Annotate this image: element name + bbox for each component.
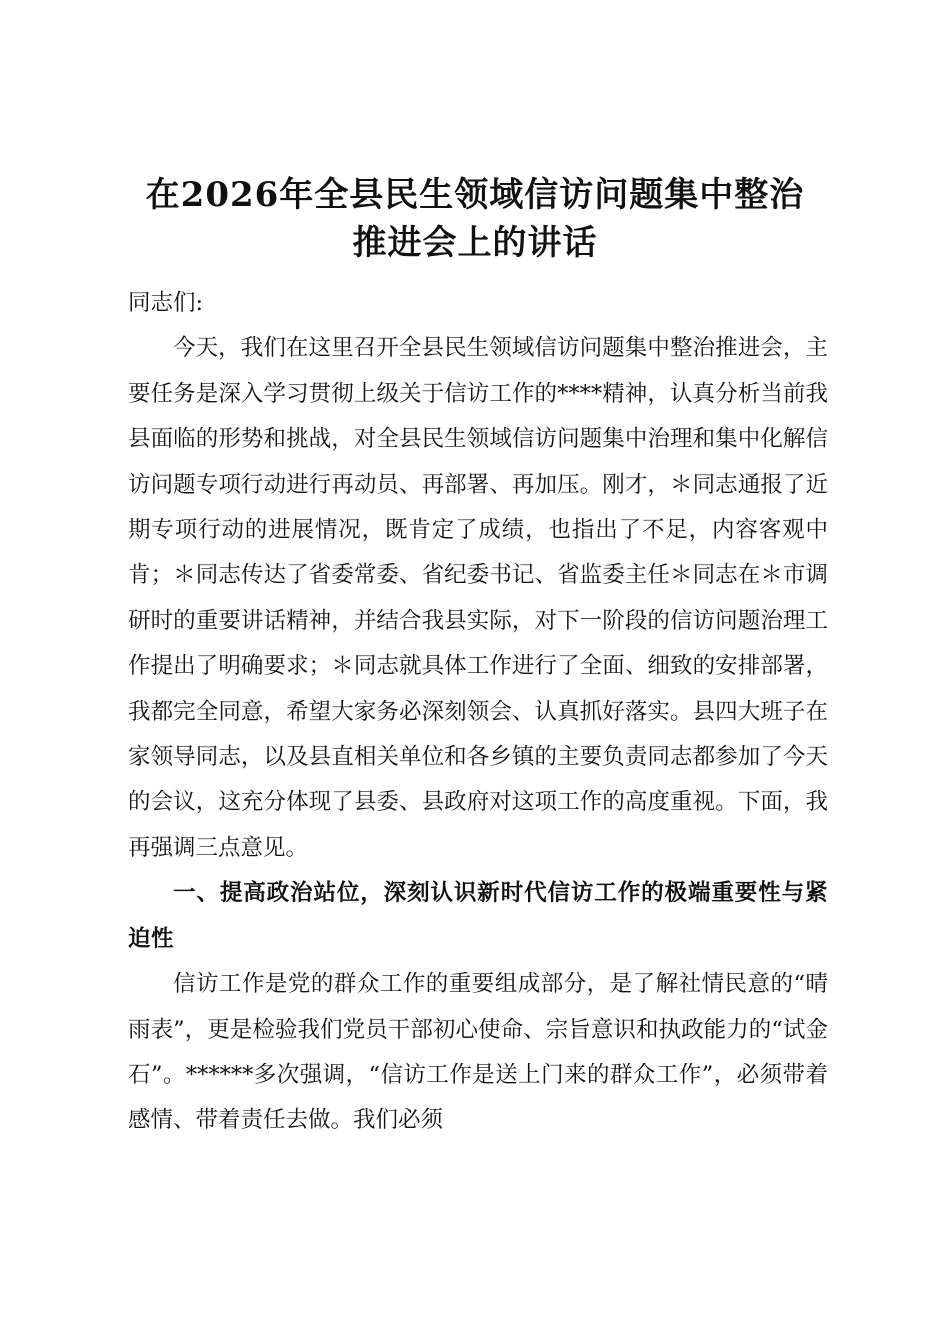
section-1-paragraph: 信访工作是党的群众工作的重要组成部分，是了解社情民意的“晴雨表”，更是检验我们党员干部初心使命、宗旨意识和执政能力的“试金石”。******多次强调，“信访工作是送上门来的群众工作”，必须带着感情、带着责任去做。我们必须 (128, 971, 828, 1134)
document-title-line-2: 推进会上的讲话 (352, 223, 598, 263)
opening-paragraph: 今天，我们在这里召开全县民生领域信访问题集中整治推进会，主要任务是深入学习贯彻上级关于信访工作的****精神，认真分析当前我县面临的形势和挑战，对全县民生领域信访问题集中治理和集中化解信访问题专项行动进行再动员、再部署、再加压。刚才，＊同志通报了近期专项行动的进展情况，既肯定了成绩，也指出了不足，内容客观中肯；＊同志传达了省委常委、省纪委书记、省监委主任＊同志在＊市调研时的重要讲话精神，并结合我县实际，对下一阶段的信访问题治理工作提出了明确要求；＊同志就具体工作进行了全面、细致的安排部署，我都完全同意，希望大家务必深刻领会、认真抓好落实。县四大班子在家领导同志，以及县直相关单位和各乡镇的主要负责同志都参加了今天的会议，这充分体现了县委、县政府对这项工作的高度重视。下面，我再强调三点意见。 (128, 335, 828, 861)
section-1-heading: 一、提高政治站位，深刻认识新时代信访工作的极端重要性与紧迫性 (128, 880, 828, 952)
document-title-line-1: 在2026年全县民生领域信访问题集中整治 (145, 175, 805, 215)
document-body (128, 281, 828, 1144)
salutation: 同志们: (128, 290, 204, 316)
